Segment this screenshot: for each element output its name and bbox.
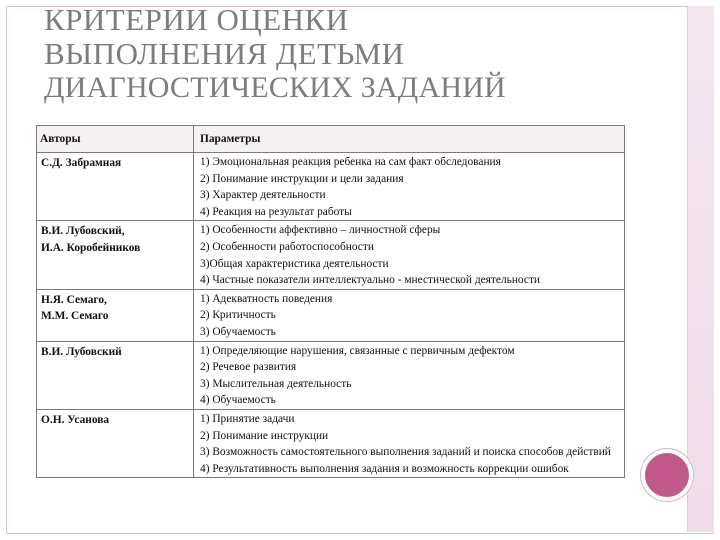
parameter-item: 3) Обучаемость [200,325,276,338]
author-name: М.М. Семаго [41,310,109,323]
parameters-cell [194,409,625,477]
criteria-table [36,125,625,478]
author-cell [37,409,194,477]
table-header-row [37,126,625,153]
table-row [37,153,625,221]
author-cell [37,289,194,341]
author-cell [37,221,194,289]
parameters-cell [194,341,625,409]
parameter-item: 1) Принятие задачи [200,412,295,425]
table-row [37,221,625,289]
parameters-cell [194,153,625,221]
header-parameters: Параметры [194,126,625,153]
slide-title [44,3,644,105]
author-name: В.И. Лубовский [41,345,122,358]
parameter-item: 3) Возможность самостоятельного выполнения заданий и поиска способов действий [200,446,611,459]
parameter-item: 2) Критичность [200,309,276,322]
title-line-1: КРИТЕРИИ ОЦЕНКИ [44,2,349,37]
parameter-item: 4) Частные показатели интеллектуально - мнестической деятельности [200,274,541,287]
parameters-cell [194,289,625,341]
author-cell [37,341,194,409]
parameter-item: 1) Особенности аффективно – личностной сферы [200,224,441,237]
parameters-cell [194,221,625,289]
parameter-item: 3) Характер деятельности [200,189,326,202]
parameter-item: 3)Общая характеристика деятельности [200,257,389,270]
parameter-item: 4) Реакция на результат работы [200,205,352,218]
author-name: В.И. Лубовский, [41,225,125,238]
decorative-side-band [687,6,714,532]
author-cell [37,153,194,221]
parameter-item: 2) Речевое развития [200,361,297,374]
parameter-item: 1) Адекватность поведения [200,292,333,305]
author-name: О.Н. Усанова [41,413,110,426]
header-authors: Авторы [37,126,194,153]
parameter-item: 1) Определяющие нарушения, связанные с первичным дефектом [200,344,515,357]
parameter-item: 4) Обучаемость [200,394,276,407]
author-name: Н.Я. Семаго, [41,293,107,306]
table-row [37,341,625,409]
table-row [37,409,625,477]
author-name: С.Д. Забрамная [41,157,122,169]
parameter-item: 3) Мыслительная деятельность [200,377,352,390]
parameter-item: 1) Эмоциональная реакция ребенка на сам факт обследования [200,156,501,168]
parameter-item: 2) Особенности работоспособности [200,240,374,253]
parameter-item: 4) Результативность выполнения задания и возможность коррекции ошибок [200,462,569,475]
decorative-circle-icon [641,449,693,501]
author-name: И.А. Коробейников [41,241,141,254]
table-row [37,289,625,341]
parameter-item: 2) Понимание инструкции [200,429,329,442]
parameter-item: 2) Понимание инструкции и цели задания [200,172,404,185]
title-line-2: ВЫПОЛНЕНИЯ ДЕТЬМИ [44,36,405,71]
title-line-3: ДИАГНОСТИЧЕСКИХ ЗАДАНИЙ [44,71,506,104]
